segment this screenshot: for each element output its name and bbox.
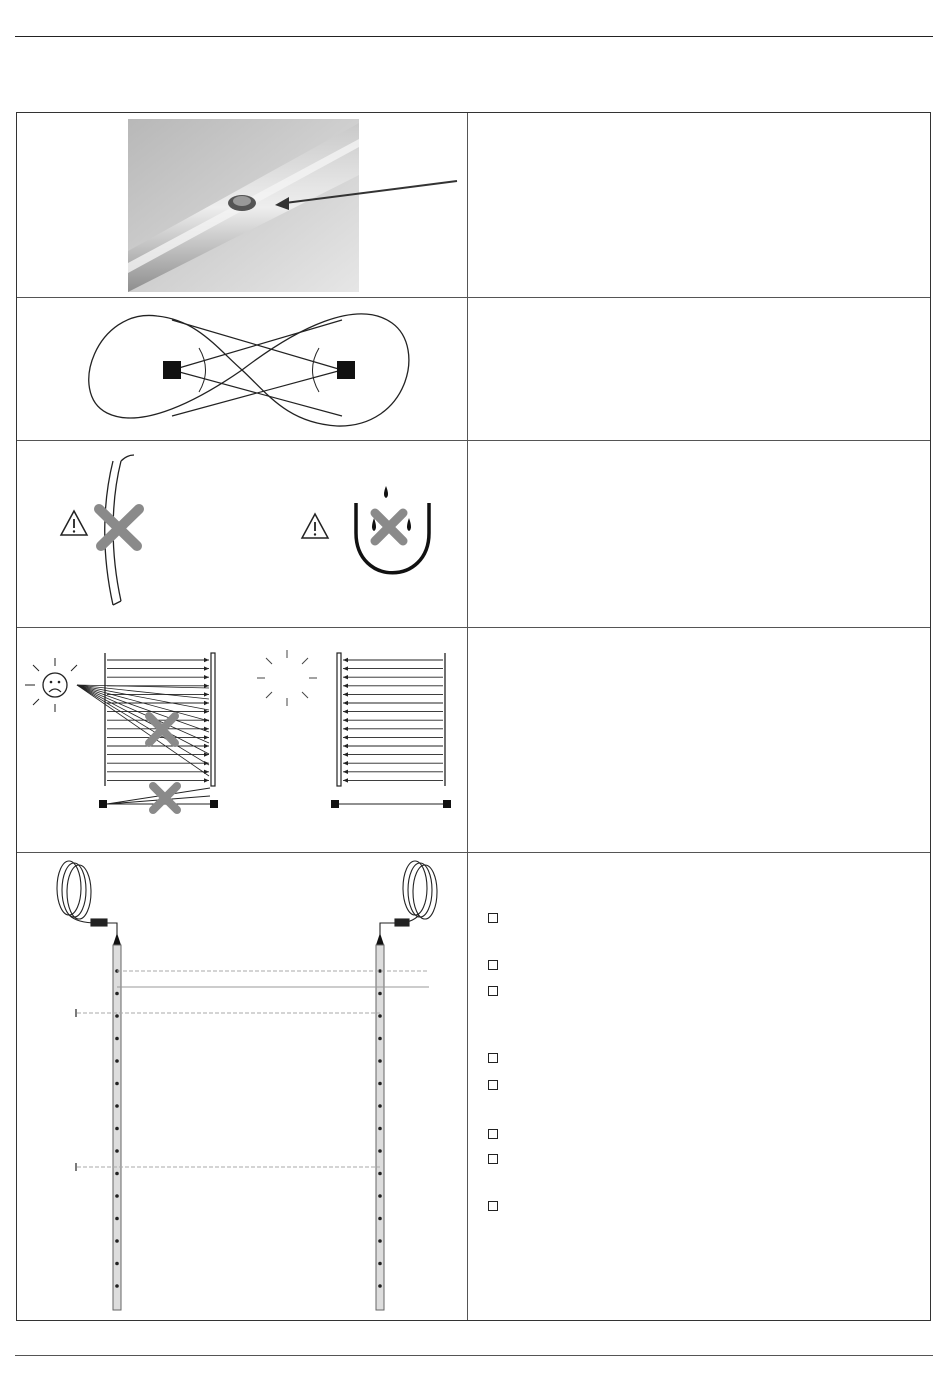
cable-coil-icon <box>380 861 437 935</box>
cross-icon <box>153 786 177 810</box>
text-cell <box>468 113 930 297</box>
row-cable-layout <box>17 853 930 1320</box>
checkbox-icon[interactable] <box>488 960 498 970</box>
row-light-interference <box>17 628 930 853</box>
alignment-diagram <box>17 298 468 441</box>
checkbox-icon[interactable] <box>488 1201 498 1211</box>
rotation-arc-icon <box>199 348 206 392</box>
text-cell <box>468 628 930 852</box>
sun-icon <box>257 650 317 706</box>
sun-icon <box>25 658 77 712</box>
figure-cell <box>17 628 468 852</box>
rotation-arc-icon <box>313 348 320 392</box>
emitter-unit <box>163 361 181 379</box>
cable-diagram <box>17 853 468 1320</box>
figure-cell <box>17 113 468 297</box>
receiver-column <box>211 653 215 786</box>
cross-icon <box>375 513 403 541</box>
profile-photo <box>17 113 468 298</box>
liquid-container <box>356 503 429 573</box>
tolerance-zone <box>89 314 409 426</box>
warning-triangle-icon <box>61 511 87 535</box>
checkbox-icon[interactable] <box>488 1080 498 1090</box>
warning-triangle-icon <box>302 514 328 538</box>
figure-cell <box>17 441 468 627</box>
checkbox-icon[interactable] <box>488 913 498 923</box>
row-mounting-hole <box>17 113 930 298</box>
cable-coil-icon <box>57 861 117 935</box>
footer-rule <box>15 1355 933 1356</box>
receiver-unit <box>337 361 355 379</box>
figure-cell <box>17 298 468 440</box>
warning-figures <box>17 441 468 628</box>
checkbox-icon[interactable] <box>488 1053 498 1063</box>
checkbox-icon[interactable] <box>488 986 498 996</box>
interference-diagram <box>17 628 468 853</box>
row-handling-warnings <box>17 441 930 628</box>
checkbox-icon[interactable] <box>488 1154 498 1164</box>
checklist <box>468 853 930 1320</box>
header-rule <box>15 36 933 37</box>
checklist-cell <box>468 853 930 1320</box>
checkbox-icon[interactable] <box>488 1129 498 1139</box>
sad-face-icon <box>43 673 67 697</box>
emitter-column <box>337 653 341 786</box>
text-cell <box>468 298 930 440</box>
row-alignment-rotation <box>17 298 930 441</box>
figure-cell <box>17 853 468 1320</box>
text-cell <box>468 441 930 627</box>
instruction-table <box>16 112 931 1321</box>
